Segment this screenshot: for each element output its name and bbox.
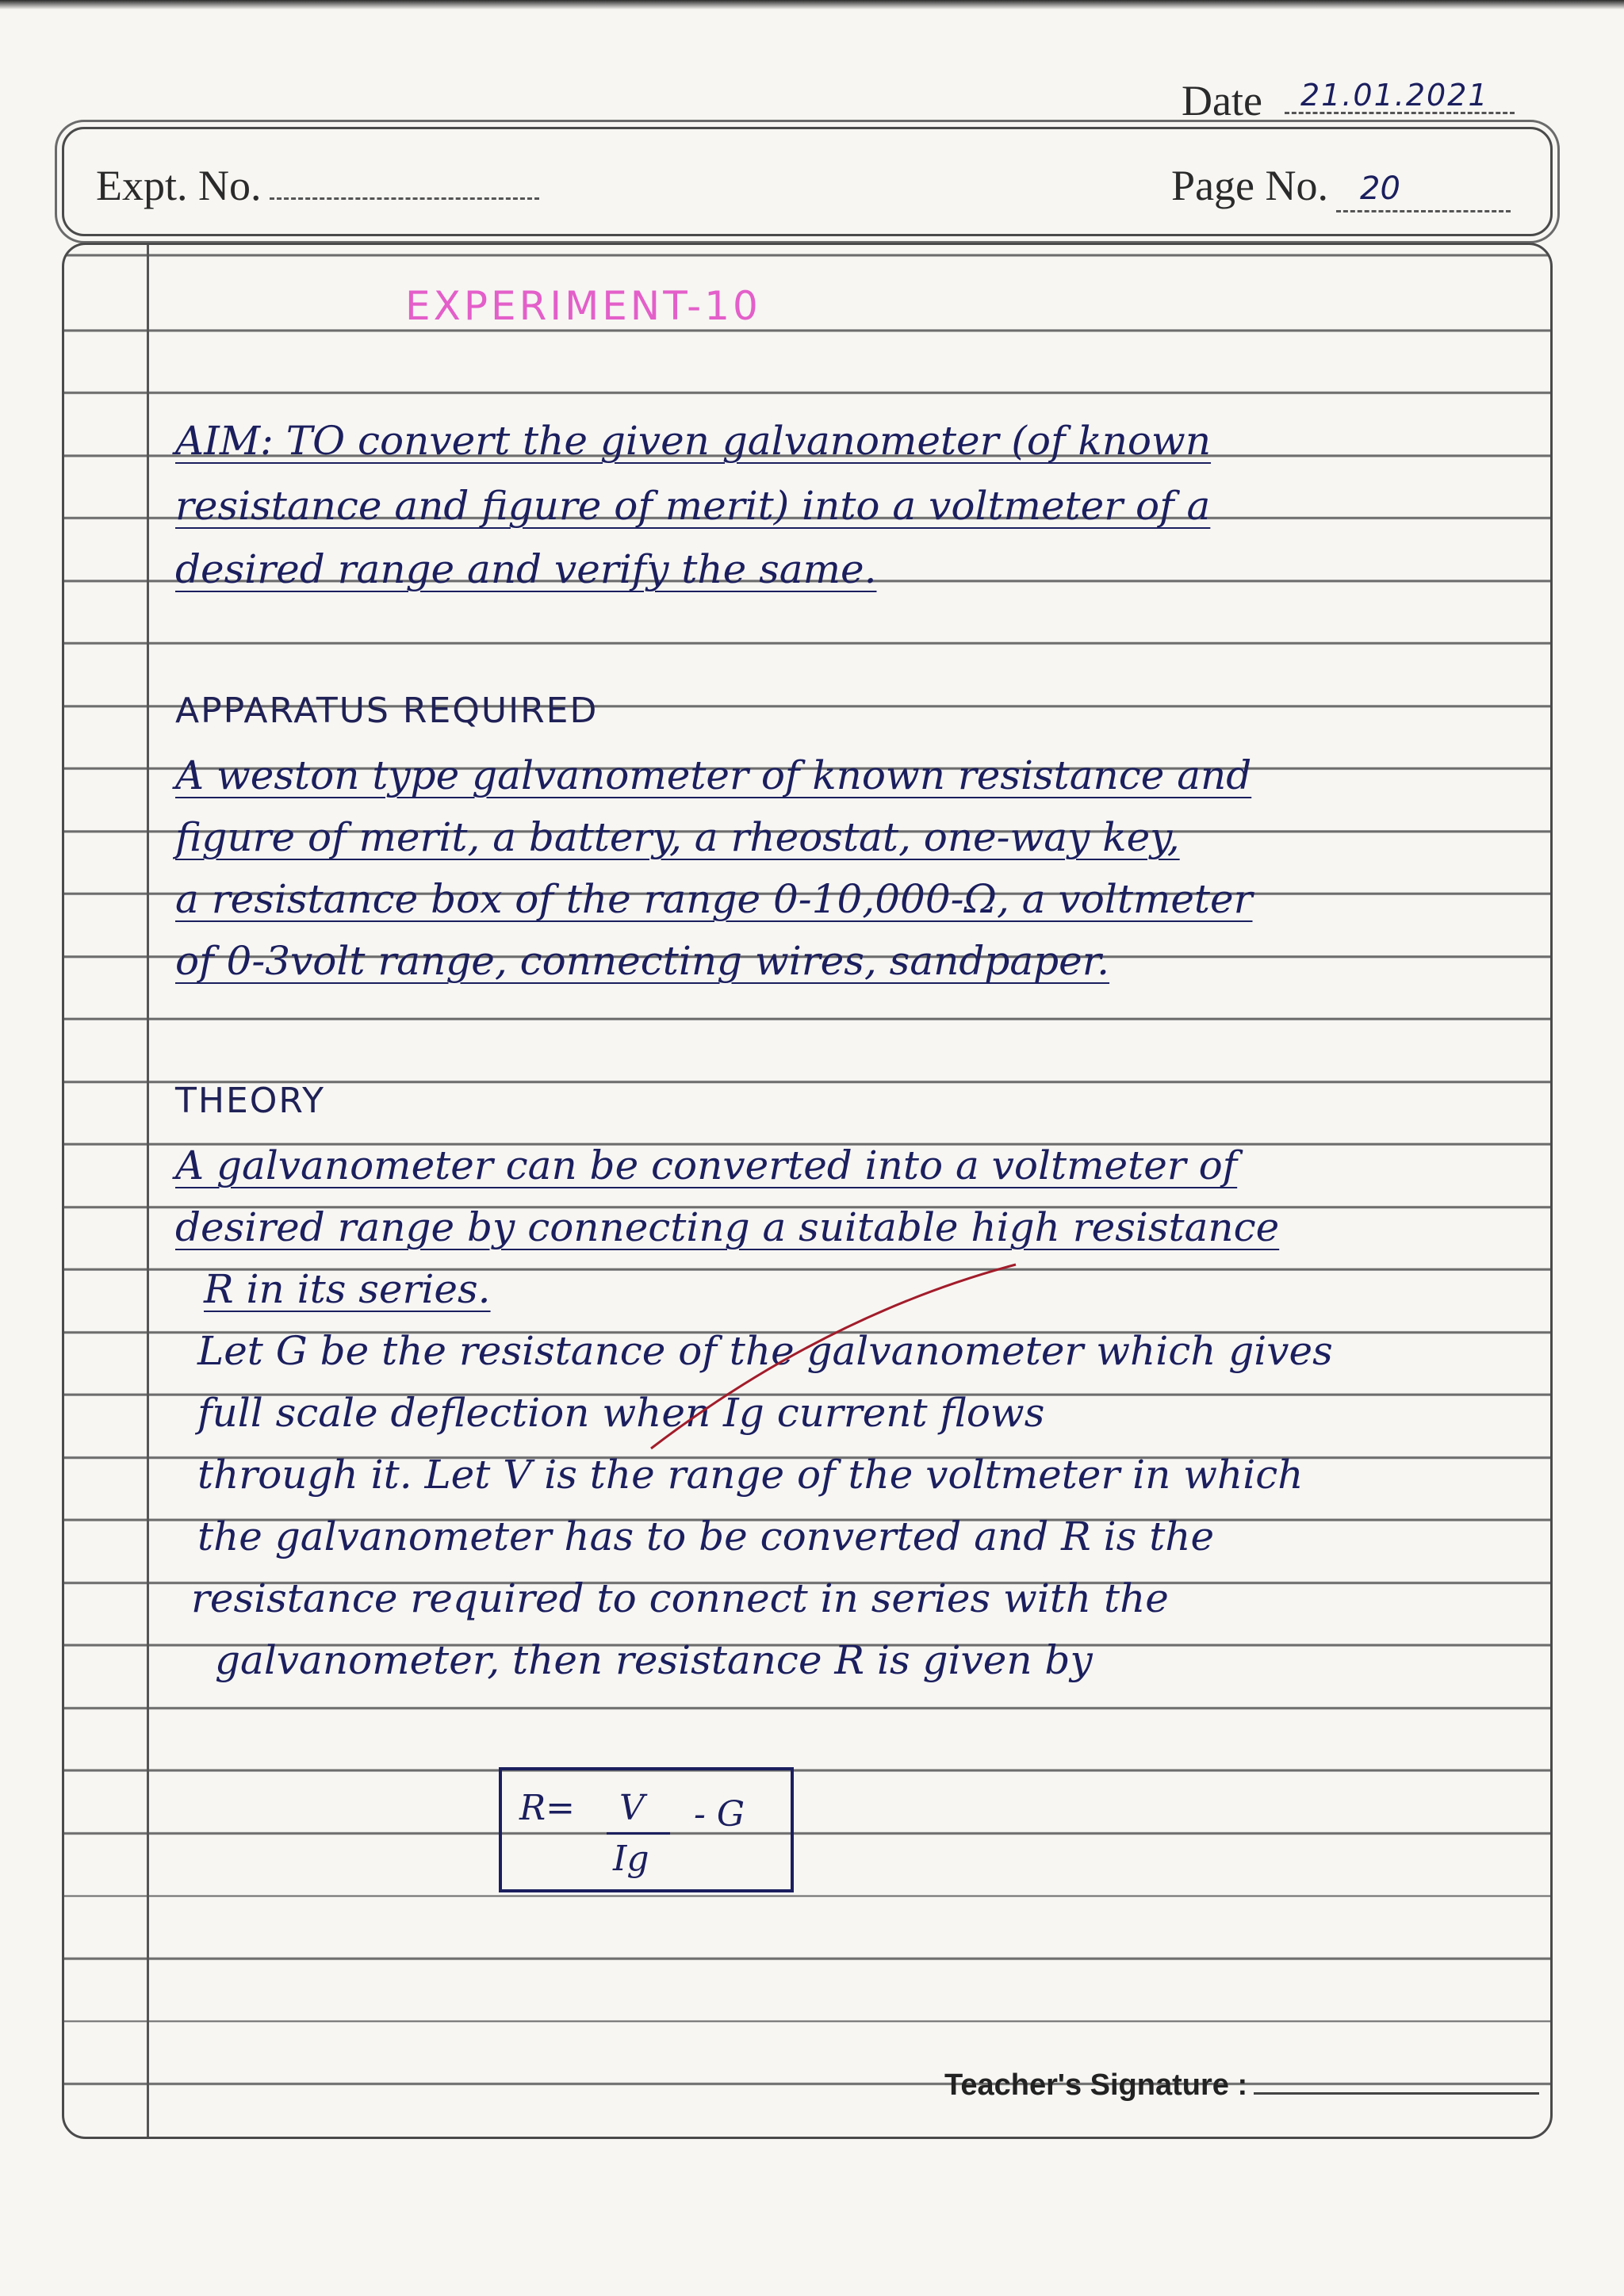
teacher-signature-line xyxy=(1254,2092,1539,2095)
formula-lhs: R= xyxy=(519,1788,575,1828)
theory-line-8: resistance required to connect in series with the xyxy=(191,1575,1169,1621)
theory-line-4: Let G be the resistance of the galvanometer which gives xyxy=(197,1328,1333,1374)
date-value: 21.01.2021 xyxy=(1300,78,1489,113)
teacher-signature-field xyxy=(944,2068,1539,2103)
sheet-content xyxy=(64,245,1550,2137)
correction-line xyxy=(651,1265,1016,1448)
formula-minus-term: - G xyxy=(694,1794,745,1835)
formula-numerator: V xyxy=(619,1788,645,1828)
theory-line-3: R in its series. xyxy=(204,1266,491,1312)
page-no-value: 20 xyxy=(1360,170,1400,207)
theory-line-1: A galvanometer can be converted into a voltmeter of xyxy=(175,1142,1238,1188)
red-correction-stroke xyxy=(64,245,1553,2139)
expt-no-field xyxy=(96,161,539,210)
formula-fraction-bar xyxy=(607,1832,670,1835)
scan-edge xyxy=(0,0,1624,10)
page-no-label: Page No. xyxy=(1171,162,1328,209)
theory-line-2: desired range by connecting a suitable high resistance xyxy=(175,1204,1280,1250)
header-box xyxy=(62,127,1553,236)
aim-line-3: desired range and verify the same. xyxy=(175,546,877,592)
theory-line-6: through it. Let V is the range of the voltmeter in which xyxy=(197,1452,1304,1498)
apparatus-line-1: A weston type galvanometer of known resistance and xyxy=(175,752,1252,798)
aim-line-2: resistance and figure of merit) into a voltmeter of a xyxy=(175,483,1211,529)
experiment-title: EXPERIMENT-10 xyxy=(405,283,761,329)
expt-no-label: Expt. No. xyxy=(96,162,262,209)
expt-no-blank xyxy=(270,197,539,200)
ruled-sheet xyxy=(62,243,1553,2139)
apparatus-line-3: a resistance box of the range 0-10,000-Ω, a voltmeter xyxy=(175,876,1253,922)
formula-denominator: Ig xyxy=(613,1839,649,1879)
apparatus-heading: APPARATUS REQUIRED xyxy=(175,691,599,731)
date-field xyxy=(1182,70,1515,125)
formula-box xyxy=(499,1767,794,1892)
theory-line-7: the galvanometer has to be converted and R is the xyxy=(197,1513,1215,1559)
theory-line-9: galvanometer, then resistance R is given by xyxy=(215,1637,1093,1683)
page-no-field xyxy=(1171,161,1511,212)
apparatus-line-2: figure of merit, a battery, a rheostat, one-way key, xyxy=(175,814,1180,860)
apparatus-line-4: of 0-3volt range, connecting wires, sandpaper. xyxy=(175,938,1110,984)
aim-line-1: AIM: TO convert the given galvanometer (of known xyxy=(175,418,1212,464)
theory-line-5: full scale deflection when Ig current flows xyxy=(197,1390,1045,1436)
teacher-signature-label: Teacher's Signature : xyxy=(944,2068,1248,2102)
page-no-blank xyxy=(1336,161,1511,212)
theory-heading: THEORY xyxy=(175,1081,326,1121)
date-label: Date xyxy=(1182,77,1262,124)
